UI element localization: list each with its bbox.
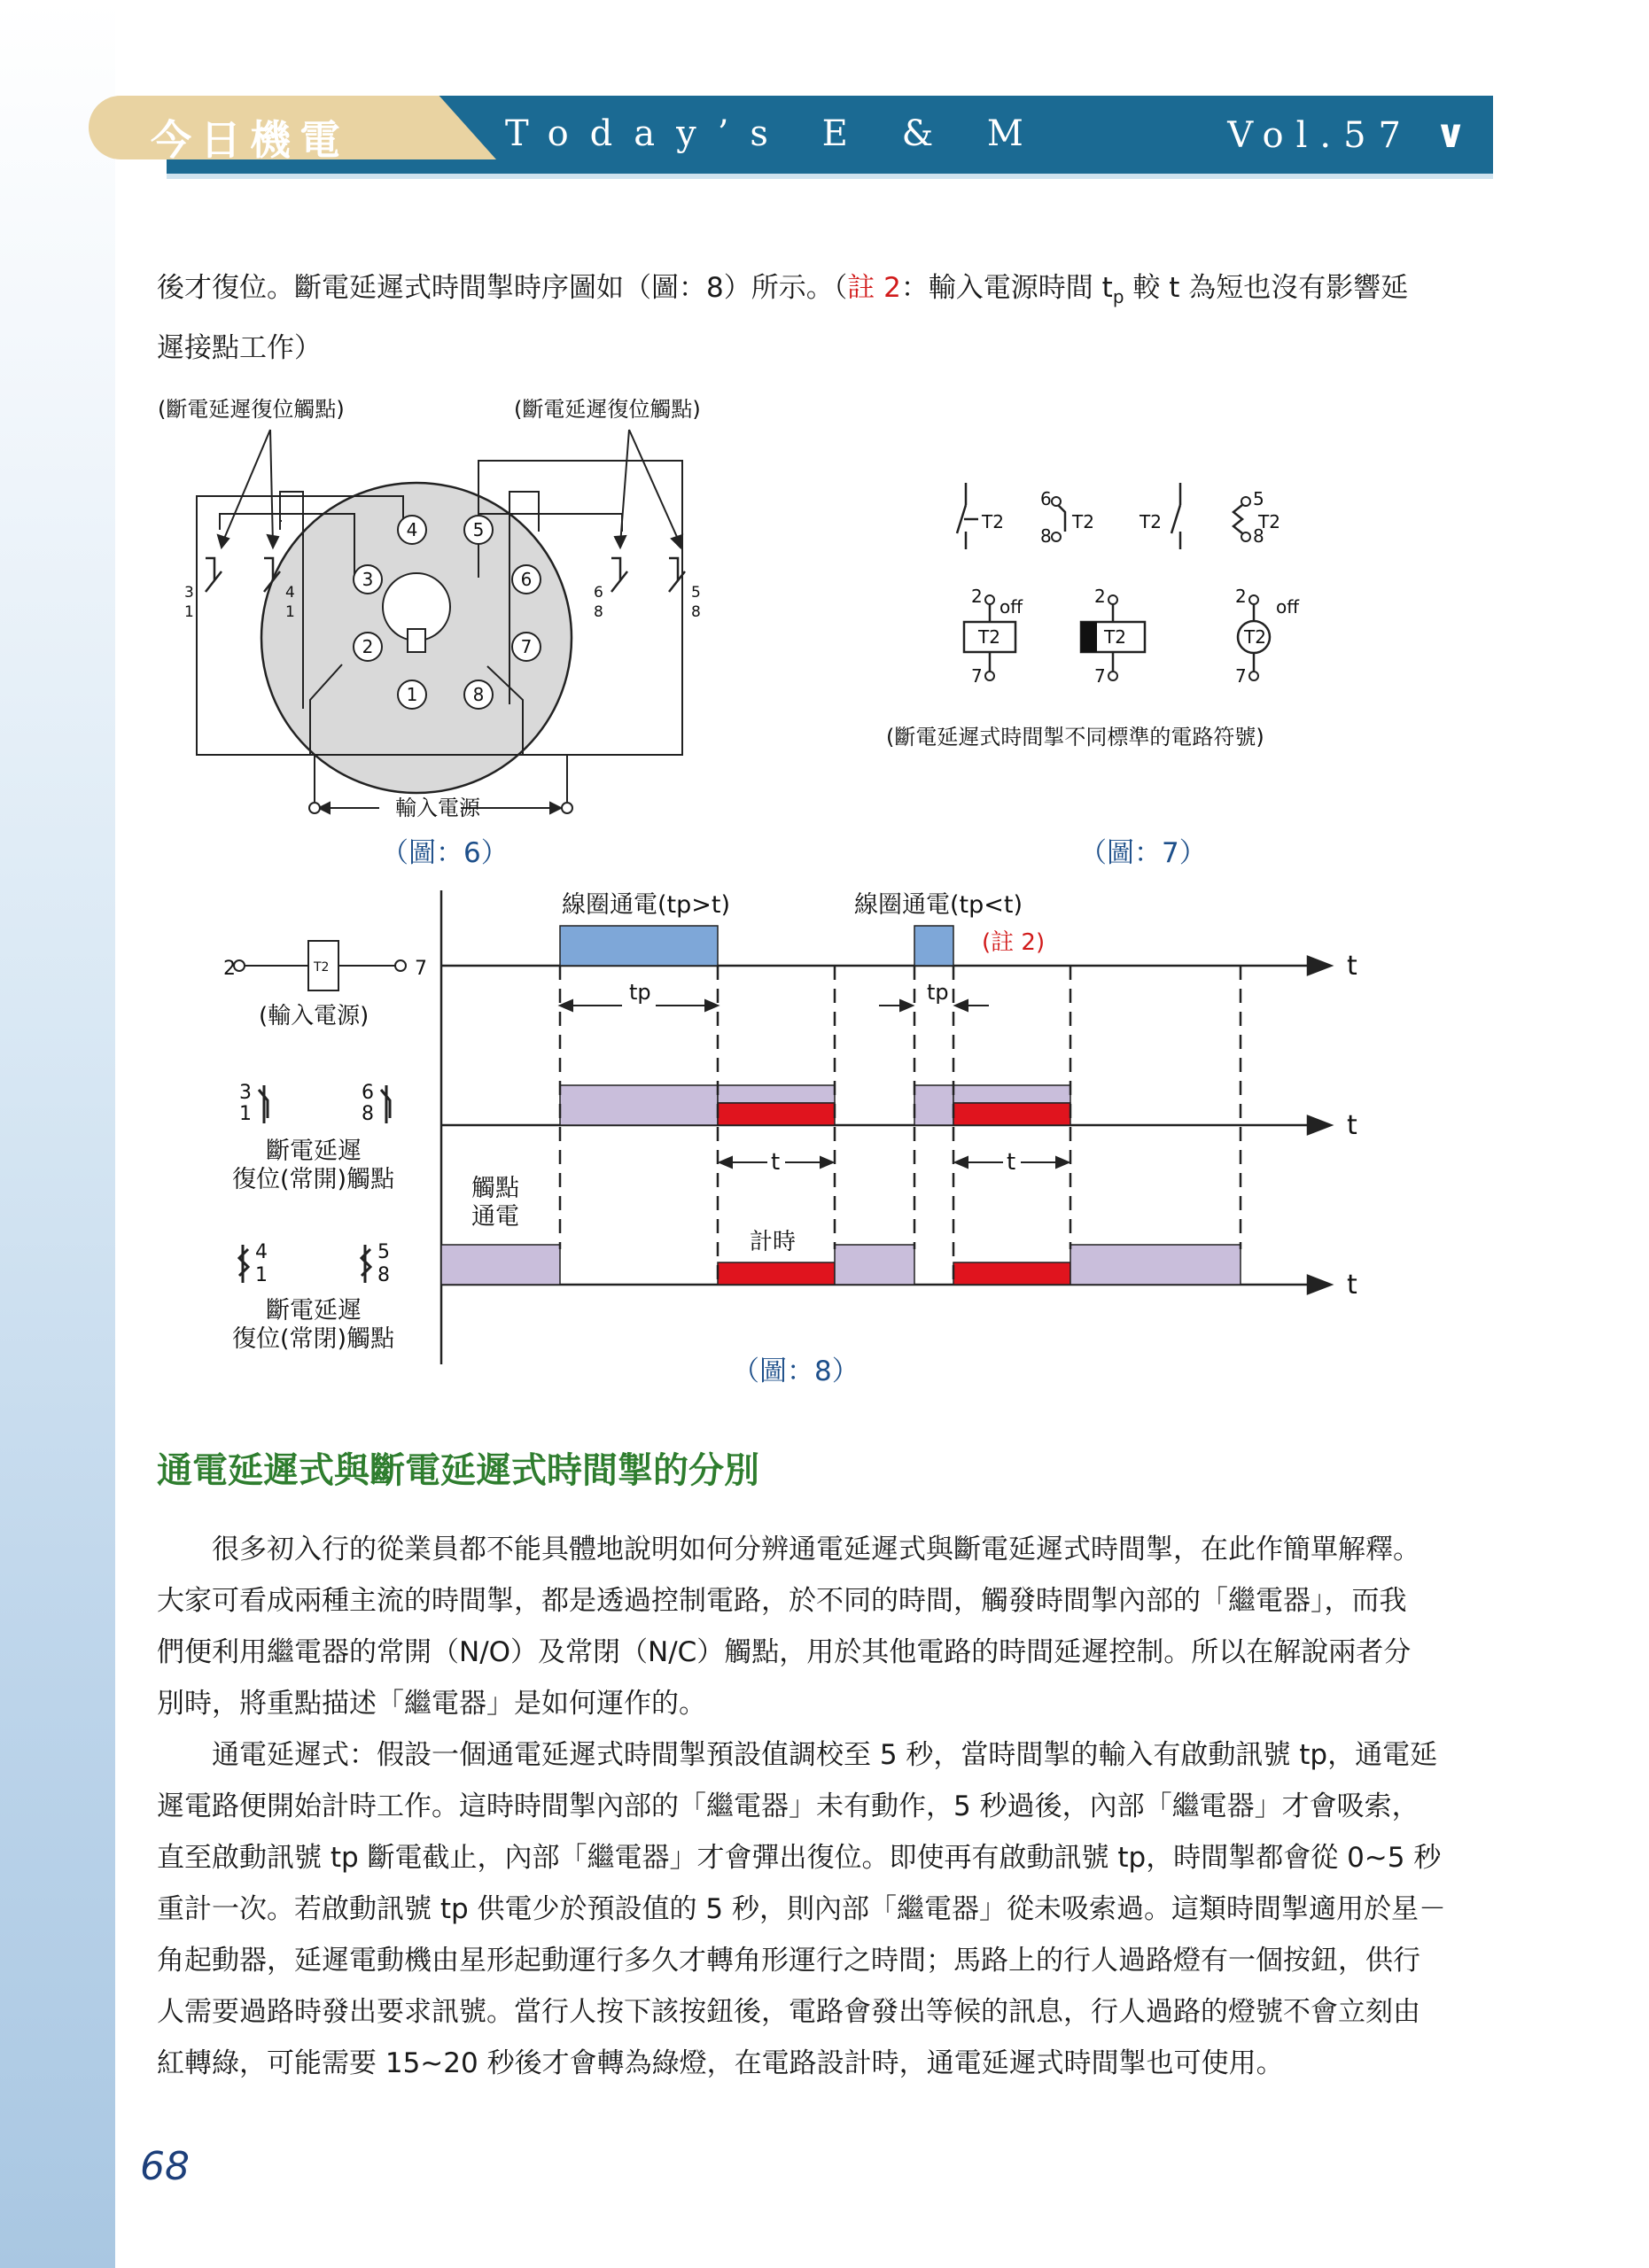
body-line: 大家可看成兩種主流的時間掣，都是透過控制電路，於不同的時間，觸發時間掣內部的「繼電器」，而我 xyxy=(157,1585,1407,1617)
coil-pin-top: 2 xyxy=(1235,586,1247,607)
contact-num: 6 xyxy=(594,584,603,602)
symbol-pin-num: 8 xyxy=(1253,525,1264,547)
symbol-t2-label: T2 xyxy=(1140,511,1162,532)
contact-num: 3 xyxy=(184,584,194,602)
fig8-note2: (註 2) xyxy=(982,929,1046,956)
symbol-t2-label: T2 xyxy=(1072,511,1094,532)
page-header xyxy=(89,96,1493,174)
body-line: 遲電路便開始計時工作。這時時間掣內部的「繼電器」未有動作，5 秒過後，內部「繼電器」才會吸索， xyxy=(157,1790,1420,1822)
nc-label-line2: 復位(常閉)觸點 xyxy=(232,1325,395,1353)
no-contact-num: 3 xyxy=(239,1082,252,1104)
coil-t2-label: T2 xyxy=(978,626,1000,648)
body-line: 重計一次。若啟動訊號 tp 供電少於預設值的 5 秒，則內部「繼電器」從未吸索過。這類時間掣適用於星－ xyxy=(157,1893,1446,1925)
contact-num: 1 xyxy=(285,603,295,621)
intro-paragraph xyxy=(157,262,1493,374)
nc-contact-num: 8 xyxy=(377,1264,390,1286)
header-underline xyxy=(167,174,1493,179)
axis-t: t xyxy=(1347,1110,1357,1141)
symbol-pin-num: 8 xyxy=(1040,525,1052,547)
symbol-t2-label: T2 xyxy=(982,511,1004,532)
no-label-line1: 斷電延遲 xyxy=(266,1138,362,1165)
fig6-label-right: (斷電延遲復位觸點) xyxy=(514,397,701,422)
contact-num: 8 xyxy=(691,603,701,621)
axis-t: t xyxy=(1347,951,1357,982)
coil-t2-label: T2 xyxy=(1104,626,1126,648)
fig8-input-label: (輸入電源) xyxy=(259,1003,369,1029)
no-contact-num: 8 xyxy=(362,1103,374,1125)
fig8-coil-box-label: T2 xyxy=(314,960,330,975)
coil-pin-bottom: 7 xyxy=(1094,665,1106,687)
pin-4: 4 xyxy=(406,519,418,540)
note-reference: 註 2 xyxy=(847,272,901,304)
fig8-pin-left: 2 xyxy=(223,958,236,980)
body-line: 人需要過路時發出要求訊號。當行人按下該按鈕後，電路會發出等候的訊息，行人過路的燈號不會立刻由 xyxy=(157,1996,1420,2028)
coil-pin-top: 2 xyxy=(1094,586,1106,607)
contact-num: 1 xyxy=(184,603,194,621)
subscript-p: p xyxy=(1112,286,1124,308)
body-line: 直至啟動訊號 tp 斷電截止，內部「繼電器」才會彈出復位。即使再有啟動訊號 tp，時間掣都會從 0~5 秒 xyxy=(157,1842,1442,1874)
pin-3: 3 xyxy=(362,569,374,590)
magazine-subtitle: Today’s E & M xyxy=(505,113,1045,154)
figure-6-relay-base-diagram xyxy=(151,390,771,859)
contact-on-line1: 觸點 xyxy=(471,1175,519,1202)
t-label: t xyxy=(1007,1149,1016,1176)
tp-label: tp xyxy=(927,980,949,1005)
fig8-pin-right: 7 xyxy=(415,958,427,980)
body-line: 角起動器，延遲電動機由星形起動運行多久才轉角形運行之時間；馬路上的行人過路燈有一個按鈕，供行 xyxy=(157,1945,1420,1977)
magazine-brand: 今日機電 xyxy=(151,116,349,164)
page-number: 68 xyxy=(140,2144,190,2189)
coil-pin-bottom: 7 xyxy=(971,665,983,687)
coil-pin-bottom: 7 xyxy=(1235,665,1247,687)
contact-num: 8 xyxy=(594,603,603,621)
intro-text-c: 較 t 為短也沒有影響延 xyxy=(1124,272,1409,304)
chevron-down-icon: ∨ xyxy=(1435,112,1466,157)
intro-text-a: 後才復位。斷電延遲式時間掣時序圖如（圖：8）所示。（ xyxy=(157,272,848,304)
body-line: 通電延遲式：假設一個通電延遲式時間掣預設值調校至 5 秒，當時間掣的輸入有啟動訊號 tp，通電延 xyxy=(157,1739,1438,1771)
nc-contact-num: 4 xyxy=(255,1241,268,1263)
pin-1: 1 xyxy=(406,684,418,705)
figure-8-timing-diagram xyxy=(213,886,1382,1364)
symbol-pin-num: 5 xyxy=(1253,488,1264,509)
figure-7-circuit-symbols xyxy=(886,470,1409,762)
fig8-caption: （圖：8） xyxy=(732,1355,860,1387)
nc-contact-num: 5 xyxy=(377,1241,390,1263)
no-contact-num: 1 xyxy=(239,1103,252,1125)
symbol-pin-num: 6 xyxy=(1040,488,1052,509)
coil-off-label: off xyxy=(1276,596,1300,617)
tp-label: tp xyxy=(629,980,651,1005)
t-label: t xyxy=(771,1149,781,1176)
coil-off-label: off xyxy=(1000,596,1023,617)
no-contact-num: 6 xyxy=(362,1082,374,1104)
pin-2: 2 xyxy=(362,636,374,657)
symbol-t2-label: T2 xyxy=(1258,511,1280,532)
no-label-line2: 復位(常開)觸點 xyxy=(232,1166,395,1193)
nc-label-line1: 斷電延遲 xyxy=(266,1297,362,1324)
intro-text-d: 遲接點工作） xyxy=(157,332,322,365)
coil-pin-top: 2 xyxy=(971,586,983,607)
axis-t: t xyxy=(1347,1270,1357,1301)
fig7-description: (斷電延遲式時間掣不同標準的電路符號) xyxy=(886,725,1264,750)
coil-label-short: 線圈通電(tp<t) xyxy=(854,891,1023,919)
body-line: 們便利用繼電器的常開（N/O）及常閉（N/C）觸點，用於其他電路的時間延遲控制。所以在解說兩者分 xyxy=(157,1636,1412,1668)
intro-text-b: ：輸入電源時間 t xyxy=(900,272,1113,304)
pin-7: 7 xyxy=(520,636,533,657)
fig6-caption: （圖：6） xyxy=(381,837,509,869)
coil-label-long: 線圈通電(tp>t) xyxy=(562,891,731,919)
body-paragraph xyxy=(157,1524,1493,2089)
body-line: 紅轉綠，可能需要 15~20 秒後才會轉為綠燈，在電路設計時，通電延遲式時間掣也可使用。 xyxy=(157,2047,1284,2079)
timing-label: 計時 xyxy=(750,1229,797,1255)
pin-5: 5 xyxy=(472,519,485,540)
body-line: 很多初入行的從業員都不能具體地說明如何分辨通電延遲式與斷電延遲式時間掣，在此作簡單解釋。 xyxy=(157,1534,1420,1565)
body-line: 別時，將重點描述「繼電器」是如何運作的。 xyxy=(157,1688,706,1720)
fig6-label-left: (斷電延遲復位觸點) xyxy=(158,397,345,422)
contact-on-line2: 通電 xyxy=(471,1203,519,1231)
pin-6: 6 xyxy=(520,569,533,590)
fig7-caption: （圖：7） xyxy=(1079,837,1207,869)
nc-contact-num: 1 xyxy=(255,1264,268,1286)
section-title: 通電延遲式與斷電延遲式時間掣的分別 xyxy=(157,1450,759,1491)
fig6-input-label: 輸入電源 xyxy=(395,796,480,820)
left-decorative-band xyxy=(0,0,115,2268)
volume-number: Vol.57 xyxy=(1227,115,1413,156)
contact-num: 5 xyxy=(691,584,701,602)
pin-8: 8 xyxy=(472,684,485,705)
coil-t2-label: T2 xyxy=(1244,626,1266,648)
contact-num: 4 xyxy=(285,584,295,602)
